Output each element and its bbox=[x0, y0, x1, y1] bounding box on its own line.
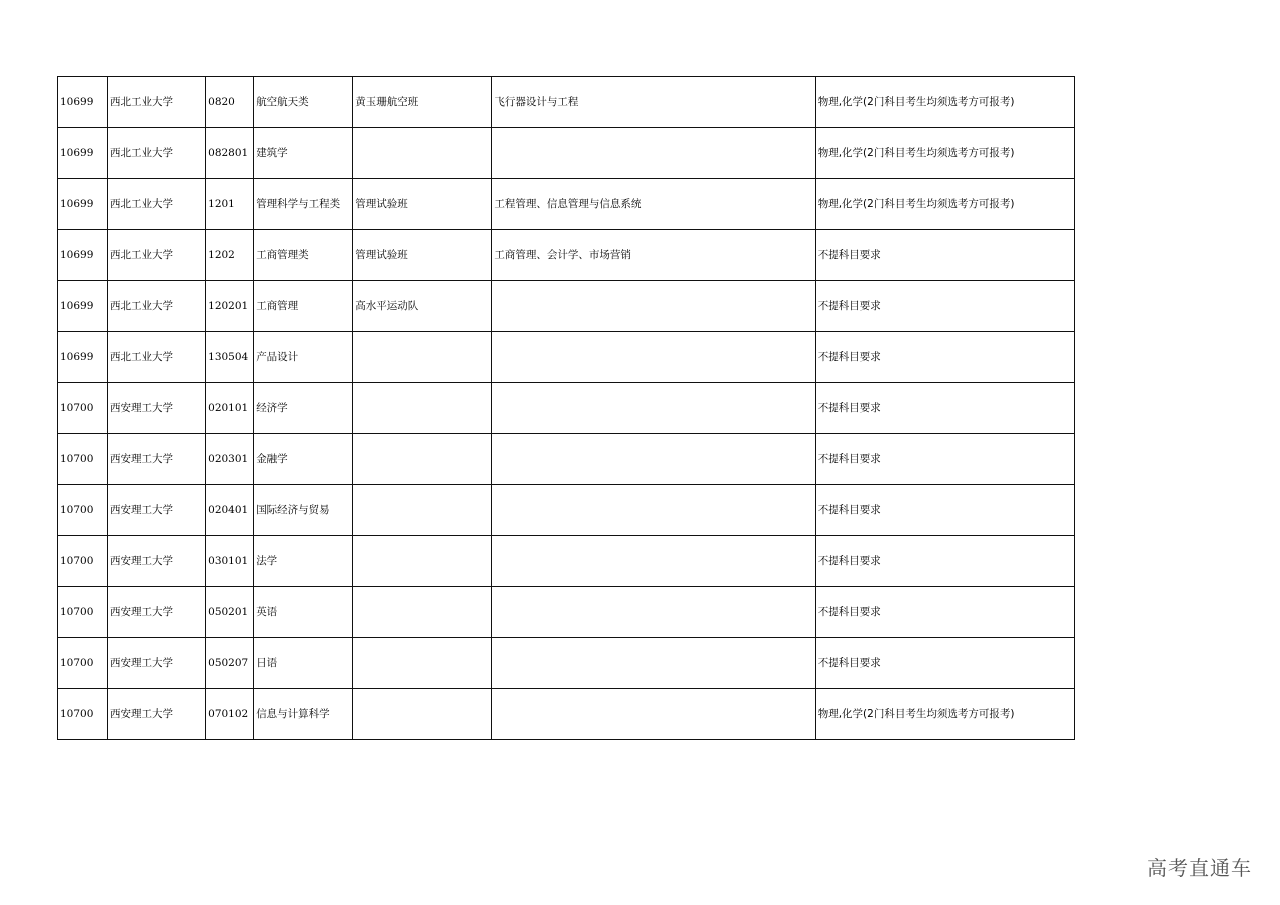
cell-major-code: 082801 bbox=[206, 128, 254, 179]
cell-subject-requirement: 不提科目要求 bbox=[815, 383, 1074, 434]
cell-major-name: 工商管理类 bbox=[254, 230, 353, 281]
cell-class-name: 黄玉珊航空班 bbox=[353, 77, 492, 128]
cell-school-name: 西北工业大学 bbox=[108, 332, 206, 383]
cell-school-name: 西北工业大学 bbox=[108, 128, 206, 179]
cell-subject-requirement: 不提科目要求 bbox=[815, 281, 1074, 332]
cell-school-code: 10700 bbox=[58, 689, 108, 740]
cell-class-name bbox=[353, 383, 492, 434]
cell-major-name: 建筑学 bbox=[254, 128, 353, 179]
table-row bbox=[58, 230, 1075, 281]
cell-major-name: 航空航天类 bbox=[254, 77, 353, 128]
cell-school-code: 10699 bbox=[58, 179, 108, 230]
cell-included-majors bbox=[492, 638, 815, 689]
table-row bbox=[58, 485, 1075, 536]
cell-subject-requirement: 不提科目要求 bbox=[815, 434, 1074, 485]
cell-school-code: 10699 bbox=[58, 77, 108, 128]
cell-subject-requirement: 不提科目要求 bbox=[815, 587, 1074, 638]
table-row bbox=[58, 689, 1075, 740]
table-row bbox=[58, 587, 1075, 638]
cell-major-name: 金融学 bbox=[254, 434, 353, 485]
cell-major-code: 130504 bbox=[206, 332, 254, 383]
cell-class-name bbox=[353, 332, 492, 383]
cell-class-name bbox=[353, 536, 492, 587]
cell-included-majors bbox=[492, 536, 815, 587]
cell-major-name: 工商管理 bbox=[254, 281, 353, 332]
cell-class-name bbox=[353, 689, 492, 740]
cell-subject-requirement: 不提科目要求 bbox=[815, 638, 1074, 689]
cell-major-code: 020401 bbox=[206, 485, 254, 536]
cell-included-majors bbox=[492, 434, 815, 485]
cell-subject-requirement: 物理,化学(2门科目考生均须选考方可报考) bbox=[815, 689, 1074, 740]
cell-major-name: 日语 bbox=[254, 638, 353, 689]
cell-major-code: 050207 bbox=[206, 638, 254, 689]
watermark-logo: 高考直通车 bbox=[1147, 856, 1252, 880]
cell-included-majors bbox=[492, 587, 815, 638]
table-row bbox=[58, 179, 1075, 230]
cell-included-majors: 工商管理、会计学、市场营销 bbox=[492, 230, 815, 281]
cell-school-code: 10699 bbox=[58, 281, 108, 332]
cell-school-name: 西安理工大学 bbox=[108, 638, 206, 689]
cell-included-majors bbox=[492, 689, 815, 740]
cell-major-code: 0820 bbox=[206, 77, 254, 128]
cell-subject-requirement: 物理,化学(2门科目考生均须选考方可报考) bbox=[815, 128, 1074, 179]
cell-included-majors: 工程管理、信息管理与信息系统 bbox=[492, 179, 815, 230]
cell-school-name: 西安理工大学 bbox=[108, 689, 206, 740]
cell-class-name: 高水平运动队 bbox=[353, 281, 492, 332]
cell-school-name: 西安理工大学 bbox=[108, 587, 206, 638]
cell-class-name bbox=[353, 638, 492, 689]
cell-school-code: 10700 bbox=[58, 638, 108, 689]
cell-school-name: 西安理工大学 bbox=[108, 434, 206, 485]
subject-requirements-table bbox=[57, 76, 1075, 740]
cell-school-name: 西北工业大学 bbox=[108, 179, 206, 230]
cell-school-name: 西北工业大学 bbox=[108, 281, 206, 332]
cell-major-name: 国际经济与贸易 bbox=[254, 485, 353, 536]
cell-subject-requirement: 不提科目要求 bbox=[815, 332, 1074, 383]
cell-class-name: 管理试验班 bbox=[353, 230, 492, 281]
table-row bbox=[58, 638, 1075, 689]
cell-school-code: 10700 bbox=[58, 536, 108, 587]
cell-class-name bbox=[353, 434, 492, 485]
table-row bbox=[58, 281, 1075, 332]
table-body bbox=[58, 77, 1075, 740]
cell-subject-requirement: 不提科目要求 bbox=[815, 485, 1074, 536]
cell-school-code: 10700 bbox=[58, 383, 108, 434]
cell-subject-requirement: 物理,化学(2门科目考生均须选考方可报考) bbox=[815, 179, 1074, 230]
cell-school-name: 西安理工大学 bbox=[108, 383, 206, 434]
cell-included-majors: 飞行器设计与工程 bbox=[492, 77, 815, 128]
cell-included-majors bbox=[492, 281, 815, 332]
cell-class-name bbox=[353, 128, 492, 179]
cell-major-code: 1202 bbox=[206, 230, 254, 281]
cell-school-code: 10699 bbox=[58, 230, 108, 281]
cell-major-code: 020301 bbox=[206, 434, 254, 485]
cell-class-name bbox=[353, 587, 492, 638]
cell-included-majors bbox=[492, 332, 815, 383]
cell-school-code: 10700 bbox=[58, 587, 108, 638]
cell-major-code: 120201 bbox=[206, 281, 254, 332]
cell-major-code: 070102 bbox=[206, 689, 254, 740]
cell-school-code: 10699 bbox=[58, 332, 108, 383]
cell-class-name bbox=[353, 485, 492, 536]
cell-major-code: 020101 bbox=[206, 383, 254, 434]
cell-major-code: 050201 bbox=[206, 587, 254, 638]
table-row bbox=[58, 434, 1075, 485]
cell-major-name: 产品设计 bbox=[254, 332, 353, 383]
cell-included-majors bbox=[492, 485, 815, 536]
table-row bbox=[58, 536, 1075, 587]
cell-school-code: 10700 bbox=[58, 434, 108, 485]
table-row bbox=[58, 332, 1075, 383]
cell-major-name: 法学 bbox=[254, 536, 353, 587]
table-row bbox=[58, 383, 1075, 434]
cell-subject-requirement: 不提科目要求 bbox=[815, 230, 1074, 281]
cell-major-name: 管理科学与工程类 bbox=[254, 179, 353, 230]
cell-school-name: 西北工业大学 bbox=[108, 230, 206, 281]
table-row bbox=[58, 77, 1075, 128]
cell-major-name: 英语 bbox=[254, 587, 353, 638]
cell-major-name: 经济学 bbox=[254, 383, 353, 434]
table-row bbox=[58, 128, 1075, 179]
cell-school-name: 西安理工大学 bbox=[108, 485, 206, 536]
cell-school-name: 西北工业大学 bbox=[108, 77, 206, 128]
cell-subject-requirement: 物理,化学(2门科目考生均须选考方可报考) bbox=[815, 77, 1074, 128]
cell-included-majors bbox=[492, 383, 815, 434]
cell-school-code: 10699 bbox=[58, 128, 108, 179]
cell-major-code: 030101 bbox=[206, 536, 254, 587]
cell-subject-requirement: 不提科目要求 bbox=[815, 536, 1074, 587]
cell-included-majors bbox=[492, 128, 815, 179]
cell-school-code: 10700 bbox=[58, 485, 108, 536]
cell-school-name: 西安理工大学 bbox=[108, 536, 206, 587]
cell-major-name: 信息与计算科学 bbox=[254, 689, 353, 740]
cell-major-code: 1201 bbox=[206, 179, 254, 230]
cell-class-name: 管理试验班 bbox=[353, 179, 492, 230]
